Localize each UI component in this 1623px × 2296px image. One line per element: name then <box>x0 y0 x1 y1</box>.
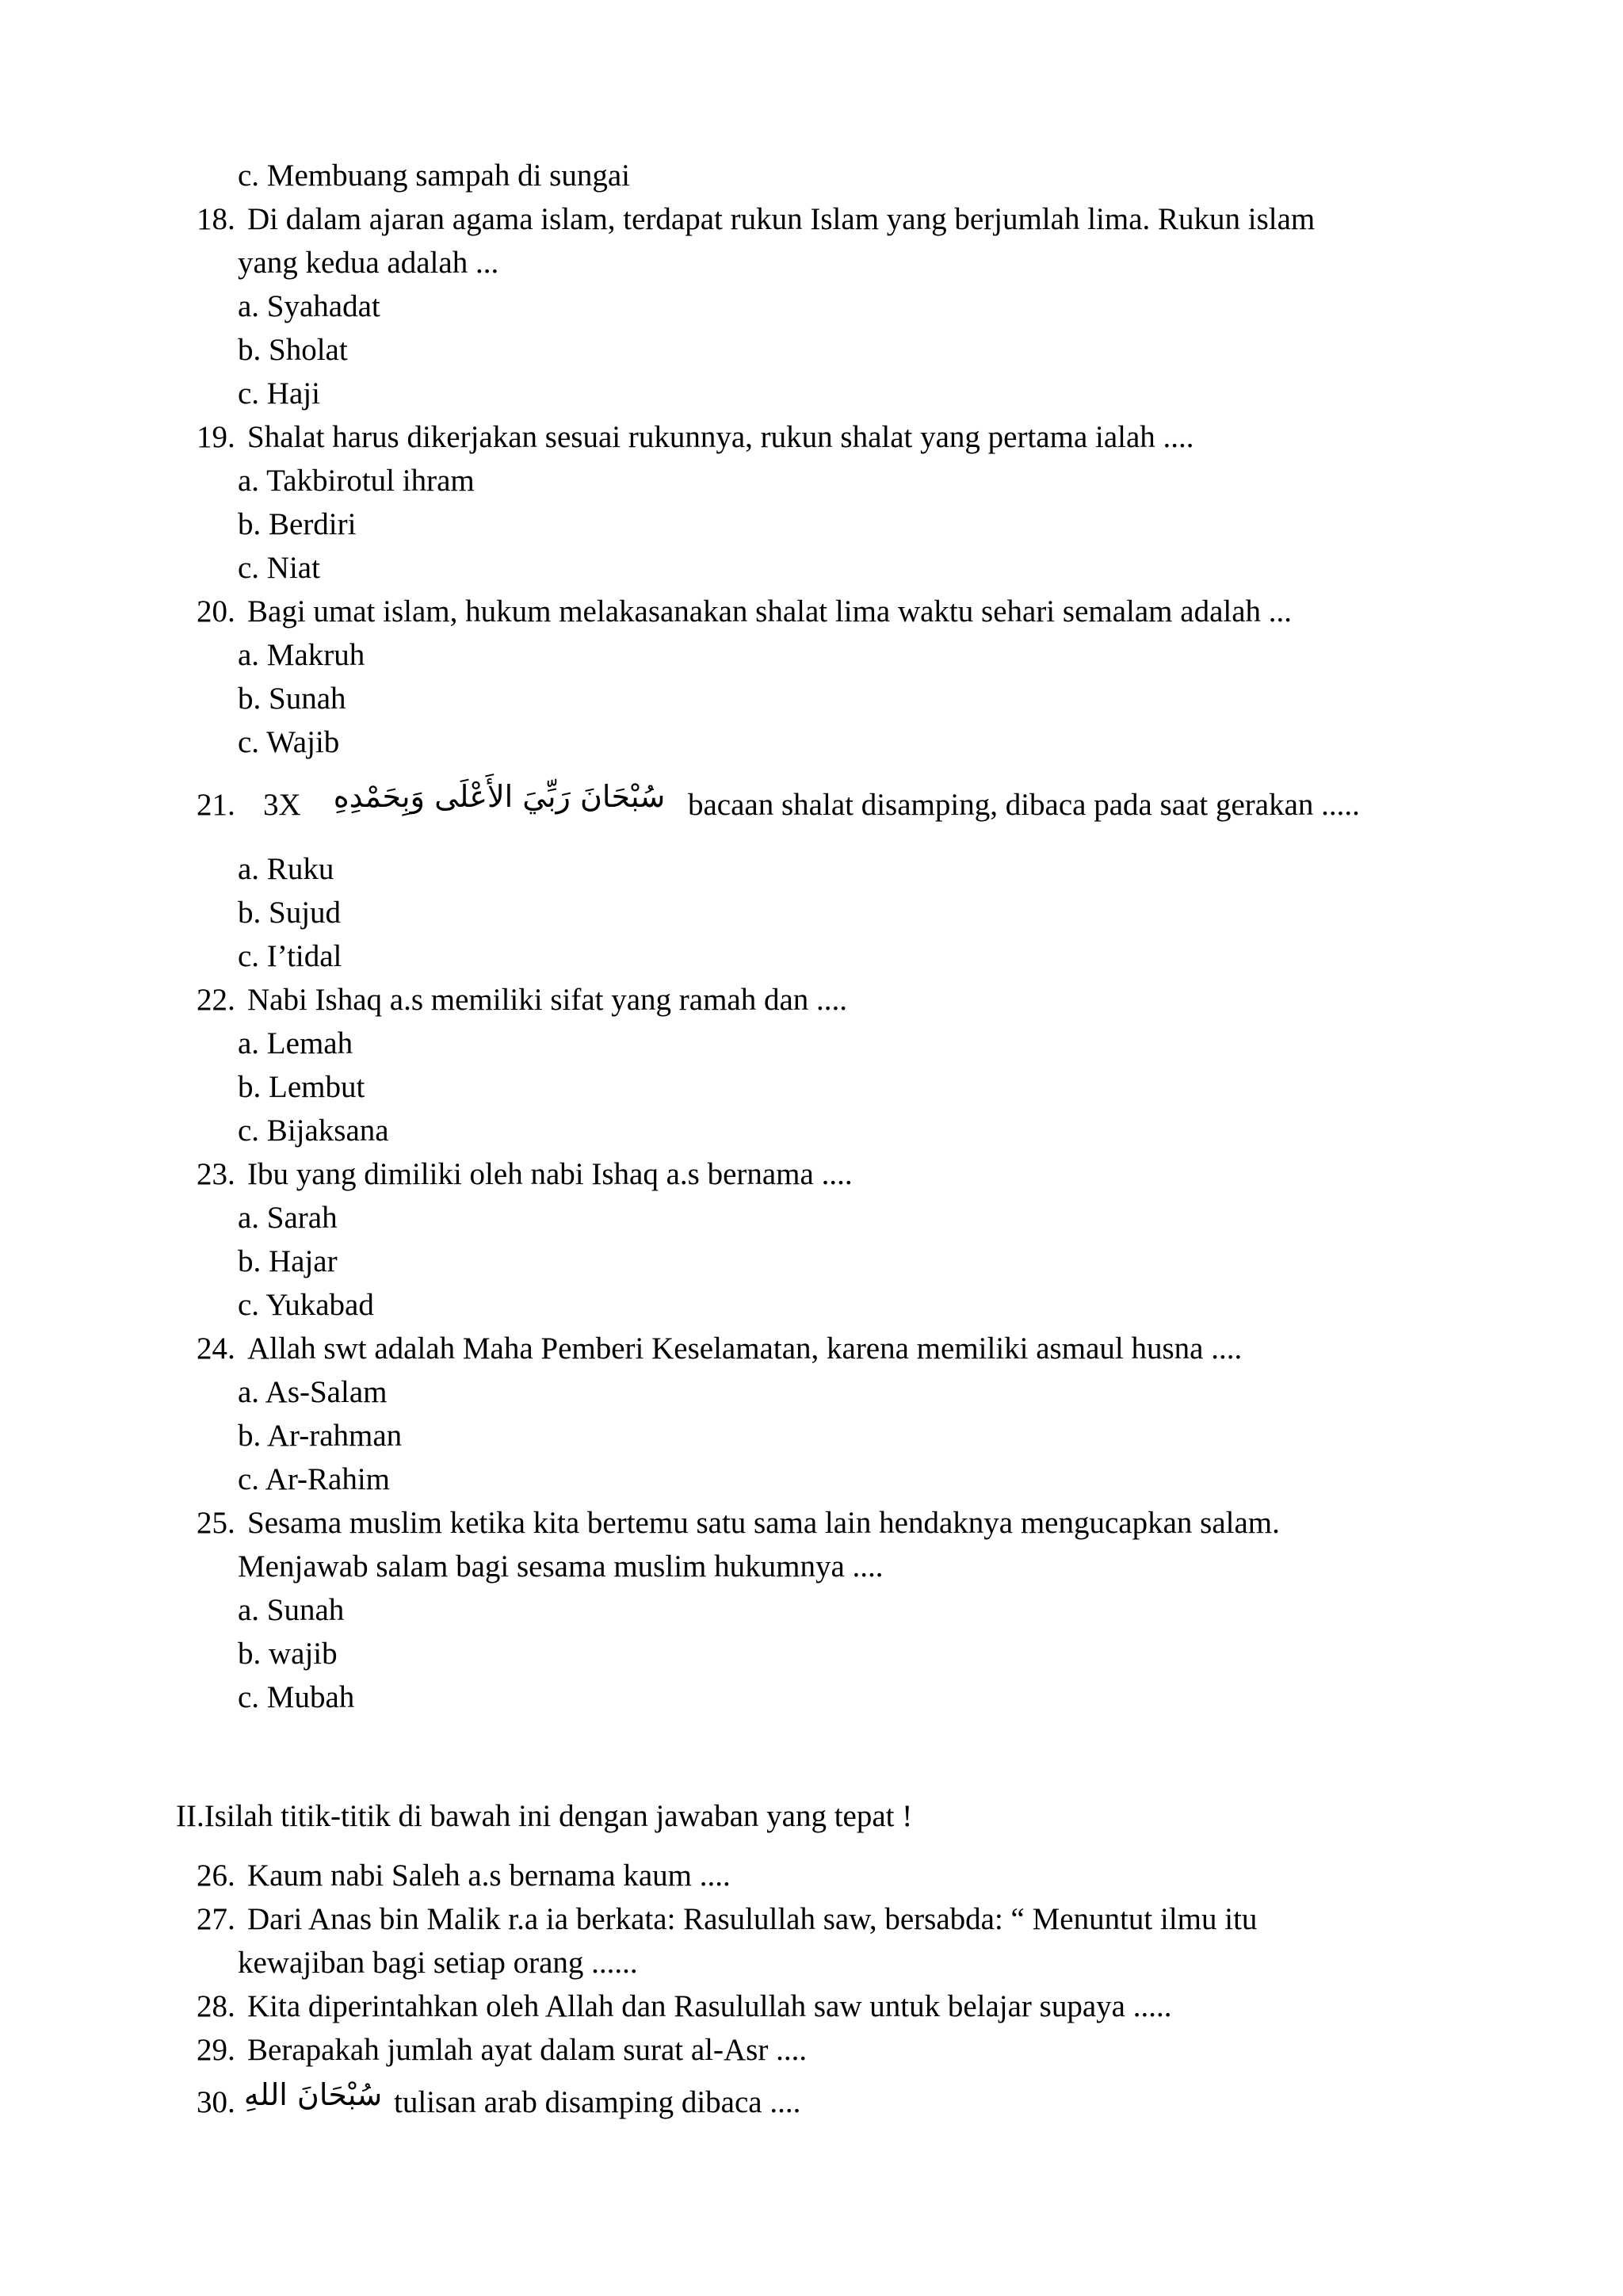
question-27-text-cont: kewajiban bagi setiap orang ...... <box>238 1946 638 1980</box>
question-24-number: 24. <box>197 1331 235 1366</box>
option-22c: c. Bijaksana <box>238 1114 389 1148</box>
option-20b: b. Sunah <box>238 682 346 716</box>
question-20-text: Bagi umat islam, hukum melakasanakan shalat lima waktu sehari semalam adalah ... <box>247 594 1293 628</box>
option-17c: c. Membuang sampah di sungai <box>238 159 630 193</box>
option-21b: b. Sujud <box>238 896 342 930</box>
question-22-number: 22. <box>197 983 235 1017</box>
option-24a: a. As-Salam <box>238 1375 388 1409</box>
option-23b: b. Hajar <box>238 1244 338 1278</box>
question-18-number: 18. <box>197 202 235 236</box>
question-27-number: 27. <box>197 1902 235 1936</box>
option-22a: a. Lemah <box>238 1026 353 1060</box>
option-20a: a. Makruh <box>238 638 365 672</box>
question-18-text: Di dalam ajaran agama islam, terdapat rukun Islam yang berjumlah lima. Rukun islam <box>247 202 1316 236</box>
option-18b: b. Sholat <box>238 333 348 367</box>
option-19c: c. Niat <box>238 551 320 585</box>
option-21a: a. Ruku <box>238 852 334 886</box>
question-29-number: 29. <box>197 2033 235 2067</box>
question-29-text: Berapakah jumlah ayat dalam surat al-Asr .... <box>247 2033 808 2067</box>
question-25-number: 25. <box>197 1506 235 1540</box>
section-2-heading: II.Isilah titik-titik di bawah ini dengan jawaban yang tepat ! <box>176 1799 913 1833</box>
question-21-text: bacaan shalat disamping, dibaca pada saat gerakan ..... <box>688 788 1360 822</box>
question-22-text: Nabi Ishaq a.s memiliki sifat yang ramah dan .... <box>247 983 848 1017</box>
question-30-arabic-text: سُبْحَانَ اللهِ <box>243 2077 383 2112</box>
question-18-text-cont: yang kedua adalah ... <box>238 246 499 280</box>
option-24c: c. Ar-Rahim <box>238 1462 391 1496</box>
question-28-text: Kita diperintahkan oleh Allah dan Rasulullah saw untuk belajar supaya ..... <box>247 1989 1172 2023</box>
option-23a: a. Sarah <box>238 1201 338 1235</box>
option-23c: c. Yukabad <box>238 1288 374 1322</box>
option-22b: b. Lembut <box>238 1070 365 1104</box>
question-30-number: 30. <box>197 2085 235 2119</box>
question-27-text: Dari Anas bin Malik r.a ia berkata: Rasulullah saw, bersabda: “ Menuntut ilmu itu <box>247 1902 1258 1936</box>
option-19a: a. Takbirotul ihram <box>238 464 475 498</box>
option-25b: b. wajib <box>238 1637 338 1671</box>
question-21-arabic-text: سُبْحَانَ رَبِّيَ الأَعْلَى وَبِحَمْدِهِ <box>333 779 666 814</box>
question-25-text: Sesama muslim ketika kita bertemu satu sama lain hendaknya mengucapkan salam. <box>247 1506 1280 1540</box>
option-18a: a. Syahadat <box>238 289 380 323</box>
option-19b: b. Berdiri <box>238 507 357 541</box>
question-20-number: 20. <box>197 594 235 628</box>
question-25-text-cont: Menjawab salam bagi sesama muslim hukumnya .... <box>238 1549 884 1584</box>
option-21c: c. I’tidal <box>238 939 342 973</box>
question-30-arabic-container <box>238 2077 388 2112</box>
question-21-arabic-container <box>329 781 670 812</box>
question-19-number: 19. <box>197 420 235 454</box>
question-26-number: 26. <box>197 1859 235 1893</box>
option-25a: a. Sunah <box>238 1593 345 1627</box>
question-28-number: 28. <box>197 1989 235 2023</box>
option-20c: c. Wajib <box>238 725 340 759</box>
option-24b: b. Ar-rahman <box>238 1419 403 1453</box>
question-19-text: Shalat harus dikerjakan sesuai rukunnya, rukun shalat yang pertama ialah .... <box>247 420 1194 454</box>
option-25c: c. Mubah <box>238 1680 355 1714</box>
question-23-text: Ibu yang dimiliki oleh nabi Ishaq a.s bernama .... <box>247 1157 853 1191</box>
question-26-text: Kaum nabi Saleh a.s bernama kaum .... <box>247 1859 731 1893</box>
question-21-prefix: 3X <box>263 788 301 822</box>
option-18c: c. Haji <box>238 376 320 411</box>
question-24-text: Allah swt adalah Maha Pemberi Keselamatan, karena memiliki asmaul husna .... <box>247 1331 1243 1366</box>
question-30-text: tulisan arab disamping dibaca .... <box>394 2085 801 2119</box>
question-23-number: 23. <box>197 1157 235 1191</box>
question-21-number: 21. <box>197 788 235 822</box>
